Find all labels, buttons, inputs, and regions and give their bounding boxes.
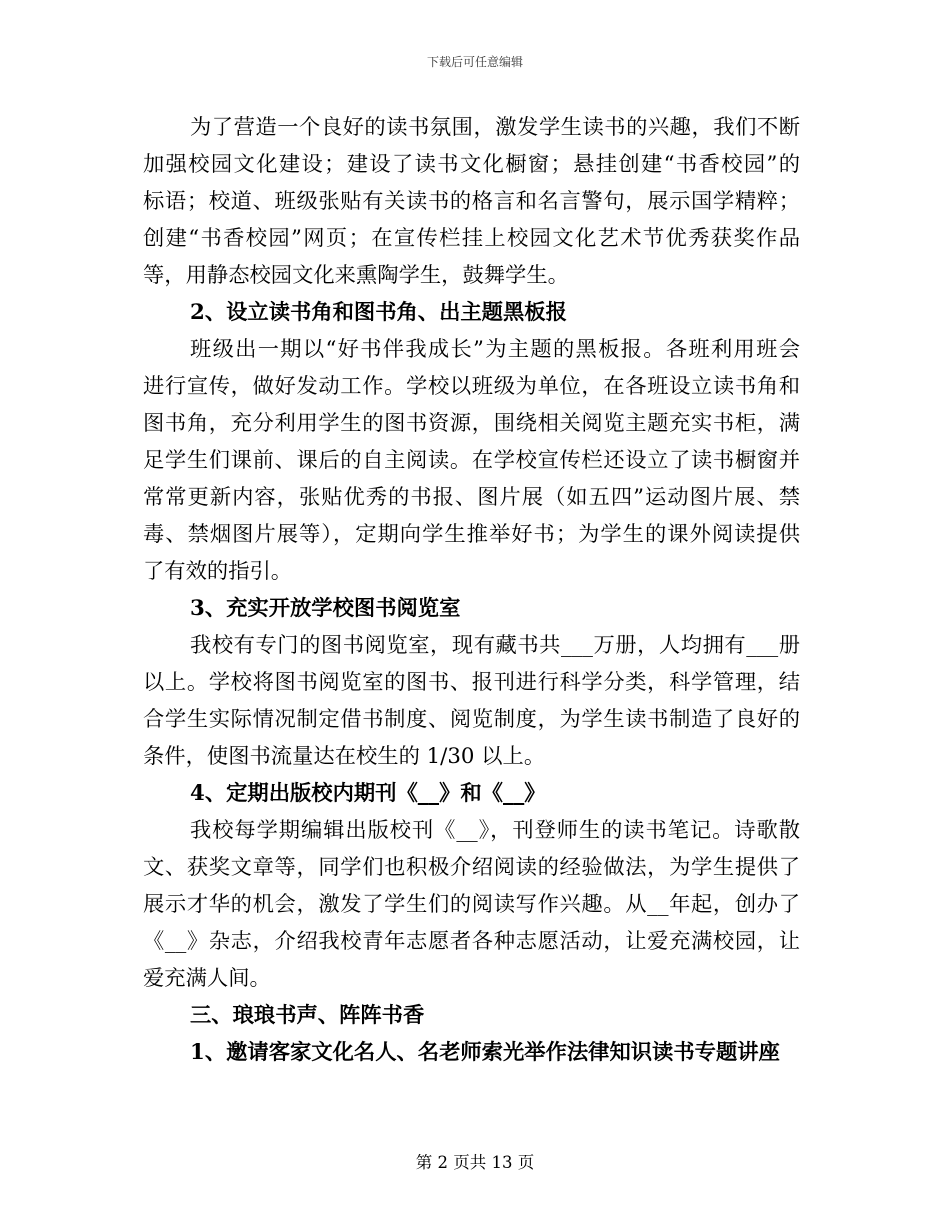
section <box>143 997 800 1034</box>
text-line: 《__》杂志，介绍我校青年志愿者各种志愿活动，让爱充满校园，让 <box>143 929 800 954</box>
section <box>143 590 800 775</box>
section-heading: 4、定期出版校内期刊《__》和《__》 <box>190 781 546 806</box>
text-line: 班级出一期以“好书伴我成长”为主题的黑板报。各班利用班会 <box>190 337 800 362</box>
text-line: 为了营造一个良好的读书氛围，激发学生读书的兴趣，我们不断 <box>190 115 800 140</box>
text-line: 爱充满人间。 <box>143 966 271 991</box>
paragraph <box>143 812 800 997</box>
text-line: 进行宣传，做好发动工作。学校以班级为单位，在各班设立读书角和 <box>143 374 800 399</box>
section-heading: 2、设立读书角和图书角、出主题黑板报 <box>190 300 567 325</box>
text-line: 毒、禁烟图片展等），定期向学生推举好书；为学生的课外阅读提供 <box>143 522 800 547</box>
section-heading: 三、琅琅书声、阵阵书香 <box>190 1003 425 1028</box>
section <box>143 1034 800 1071</box>
text-line: 了有效的指引。 <box>143 559 293 584</box>
text-line: 展示才华的机会，激发了学生们的阅读写作兴趣。从__年起，创办了 <box>143 892 800 917</box>
text-line: 条件，使图书流量达在校生的 1/30 以上。 <box>143 744 546 769</box>
text-line: 我校有专门的图书阅览室，现有藏书共___万册，人均拥有___册 <box>190 633 800 658</box>
paragraph <box>143 109 800 294</box>
text-line: 以上。学校将图书阅览室的图书、报刊进行科学分类，科学管理，结 <box>143 670 800 695</box>
section-heading: 3、充实开放学校图书阅览室 <box>190 596 461 621</box>
text-line: 合学生实际情况制定借书制度、阅览制度，为学生读书制造了良好的 <box>143 707 800 732</box>
section <box>143 775 800 997</box>
paragraph <box>143 331 800 590</box>
page-footer-page-number: 第 2 页共 13 页 <box>415 1153 535 1172</box>
text-line: 文、获奖文章等，同学们也积极介绍阅读的经验做法，为学生提供了 <box>143 855 800 880</box>
text-line: 加强校园文化建设；建设了读书文化橱窗；悬挂创建“书香校园”的 <box>143 152 800 177</box>
text-line: 我校每学期编辑出版校刊《__》，刊登师生的读书笔记。诗歌散 <box>190 818 800 843</box>
text-line: 足学生们课前、课后的自主阅读。在学校宣传栏还设立了读书橱窗并 <box>143 448 800 473</box>
text-line: 标语；校道、班级张贴有关读书的格言和名言警句，展示国学精粹； <box>143 189 800 214</box>
section-heading: 1、邀请客家文化名人、名老师索光举作法律知识读书专题讲座 <box>190 1040 780 1065</box>
section <box>143 294 800 590</box>
paragraph <box>143 627 800 775</box>
text-line: 等，用静态校园文化来熏陶学生，鼓舞学生。 <box>143 263 569 288</box>
text-line: 创建“书香校园”网页；在宣传栏挂上校园文化艺术节优秀获奖作品 <box>143 226 800 251</box>
text-line: 图书角，充分利用学生的图书资源，围绕相关阅览主题充实书柜，满 <box>143 411 800 436</box>
page-header-note: 下载后可任意编辑 <box>426 55 523 69</box>
document-body <box>143 109 800 1071</box>
text-line: 常常更新内容，张贴优秀的书报、图片展（如五四”运动图片展、禁 <box>143 485 800 510</box>
